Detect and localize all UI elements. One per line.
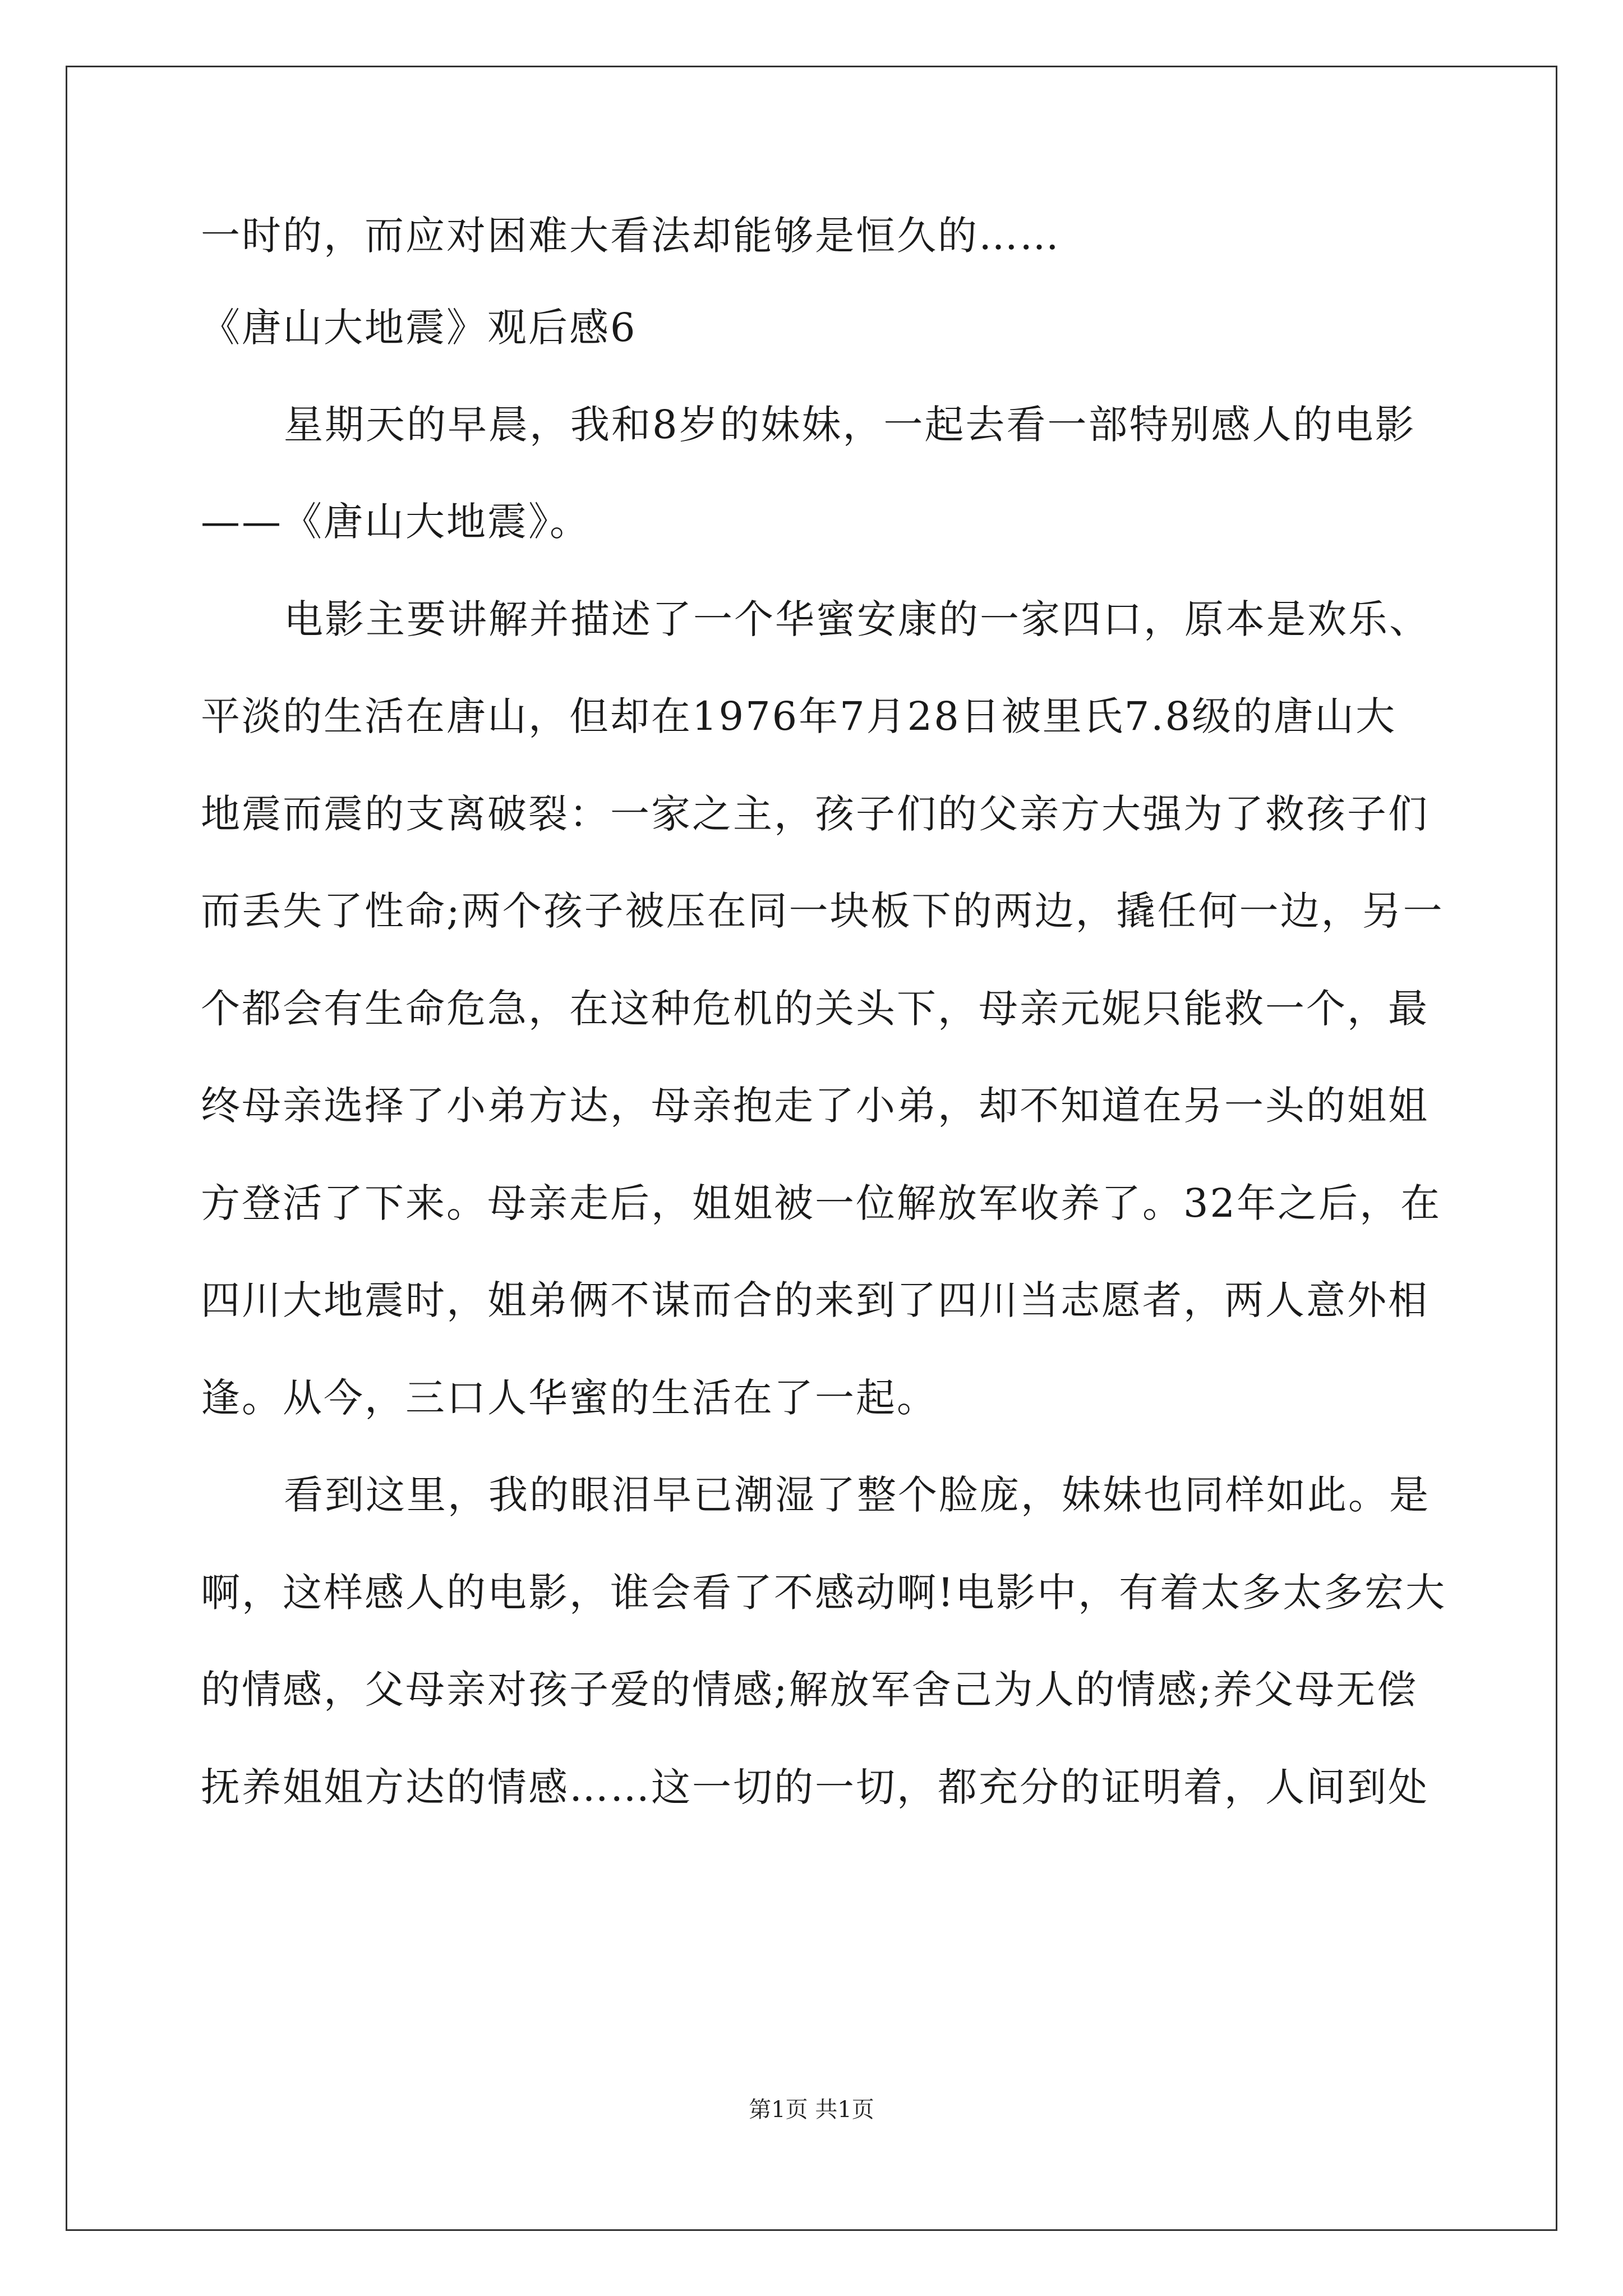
- paragraph-line: 方登活了下来。母亲走后，姐姐被一位解放军收养了。32年之后，在: [201, 1180, 1442, 1226]
- paragraph-line: 终母亲选择了小弟方达，母亲抱走了小弟，却不知道在另一头的姐姐: [201, 1083, 1429, 1129]
- paragraph-line: 逢。从今，三口人华蜜的生活在了一起。: [201, 1375, 938, 1421]
- page-border: [66, 66, 1557, 2231]
- text-line: 一时的，而应对困难大看法却能够是恒久的……: [201, 213, 1061, 259]
- paragraph-line: 抚养姐姐方达的情感……这一切的一切，都充分的证明着，人间到处: [201, 1764, 1429, 1810]
- paragraph-line: 电影主要讲解并描述了一个华蜜安康的一家四口，原本是欢乐、: [284, 596, 1430, 642]
- page-footer: 第1页 共1页: [749, 2097, 874, 2123]
- paragraph-line: 星期天的早晨，我和8岁的妹妹，一起去看一部特别感人的电影: [284, 402, 1416, 448]
- paragraph-line: 而丢失了性命;两个孩子被压在同一块板下的两边，撬任何一边，另一: [201, 888, 1444, 934]
- paragraph-line: 看到这里，我的眼泪早已潮湿了整个脸庞，妹妹也同样如此。是: [284, 1472, 1430, 1518]
- paragraph-line: 平淡的生活在唐山，但却在1976年7月28日被里氏7.8级的唐山大: [201, 693, 1397, 739]
- paragraph-line: 地震而震的支离破裂：一家之主，孩子们的父亲方大强为了救孩子们: [201, 791, 1429, 837]
- paragraph-line: 四川大地震时，姐弟俩不谋而合的来到了四川当志愿者，两人意外相: [201, 1277, 1429, 1323]
- paragraph-line: 啊，这样感人的电影，谁会看了不感动啊!电影中，有着太多太多宏大: [201, 1570, 1447, 1616]
- paragraph-line: 的情感，父母亲对孩子爱的情感;解放军舍己为人的情感;养父母无偿: [201, 1667, 1418, 1713]
- paragraph-line: ——《唐山大地震》。: [201, 499, 591, 545]
- paragraph-line: 个都会有生命危急，在这种危机的关头下，母亲元妮只能救一个，最: [201, 986, 1429, 1032]
- section-heading: 《唐山大地震》观后感6: [201, 305, 637, 351]
